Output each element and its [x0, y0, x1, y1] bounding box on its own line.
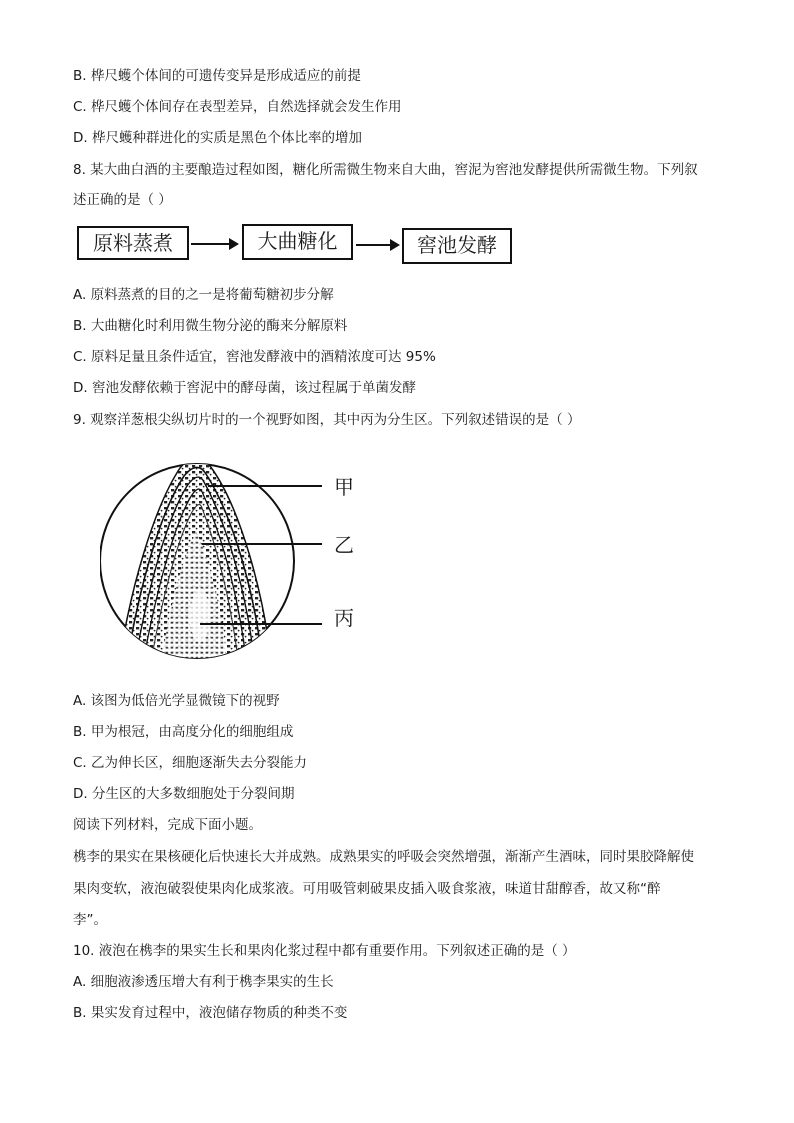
label-bing: 丙	[334, 606, 354, 630]
q7-option-b: B. 桦尺蠖个体间的可遗传变异是形成适应的前提	[73, 68, 361, 84]
q8-stem-line1: 8. 某大曲白酒的主要酿造过程如图，糖化所需微生物来自大曲，窖泥为窖池发酵提供所需微生物。下列叙	[73, 162, 698, 178]
q9-stem: 9. 观察洋葱根尖纵切片时的一个视野如图，其中丙为分生区。下列叙述错误的是（ ）	[73, 412, 581, 428]
q8-option-a: A. 原料蒸煮的目的之一是将葡萄糖初步分解	[73, 287, 334, 303]
label-yi: 乙	[334, 533, 354, 557]
label-jia: 甲	[334, 475, 354, 499]
q9-option-b: B. 甲为根冠，由高度分化的细胞组成	[73, 724, 294, 740]
passage-line1: 槜李的果实在果核硬化后快速长大并成熟。成熟果实的呼吸会突然增强，渐渐产生酒味，同时果胶降解使	[73, 849, 694, 865]
flow-step-cooking: 原料蒸煮	[77, 226, 189, 260]
passage-line3: 李”。	[73, 912, 107, 928]
q8-option-c: C. 原料足量且条件适宜，窖池发酵液中的酒精浓度可达 95%	[73, 349, 436, 365]
brewing-process-flowchart	[77, 222, 537, 272]
q8-option-b: B. 大曲糖化时利用微生物分泌的酶来分解原料	[73, 318, 348, 334]
q9-option-c: C. 乙为伸长区，细胞逐渐失去分裂能力	[73, 755, 308, 771]
flow-step-saccharification: 大曲糖化	[242, 224, 353, 260]
root-tip-micrograph	[100, 446, 370, 678]
q8-stem-line2: 述正确的是（ ）	[73, 192, 172, 208]
q7-option-d: D. 桦尺蠖种群进化的实质是黑色个体比率的增加	[73, 130, 362, 146]
flow-arrow-1	[191, 243, 237, 245]
q10-option-a: A. 细胞液渗透压增大有利于槜李果实的生长	[73, 974, 334, 990]
q9-option-a: A. 该图为低倍光学显微镜下的视野	[73, 693, 280, 709]
passage-line2: 果肉变软，液泡破裂使果肉化成浆液。可用吸管刺破果皮插入吸食浆液，味道甘甜醇香，故又称“醉	[73, 881, 661, 897]
q7-option-c: C. 桦尺蠖个体间存在表型差异，自然选择就会发生作用	[73, 99, 402, 115]
passage-intro: 阅读下列材料，完成下面小题。	[73, 817, 262, 833]
root-tip-micrograph-svg	[100, 446, 370, 678]
q10-option-b: B. 果实发育过程中，液泡储存物质的种类不变	[73, 1005, 348, 1021]
q9-option-d: D. 分生区的大多数细胞处于分裂间期	[73, 786, 295, 802]
flow-arrow-2	[356, 244, 398, 246]
flow-step-pit-fermentation: 窖池发酵	[402, 228, 512, 264]
q8-option-d: D. 窖池发酵依赖于窖泥中的酵母菌，该过程属于单菌发酵	[73, 380, 416, 396]
q10-stem: 10. 液泡在槜李的果实生长和果肉化浆过程中都有重要作用。下列叙述正确的是（ ）	[73, 943, 576, 959]
